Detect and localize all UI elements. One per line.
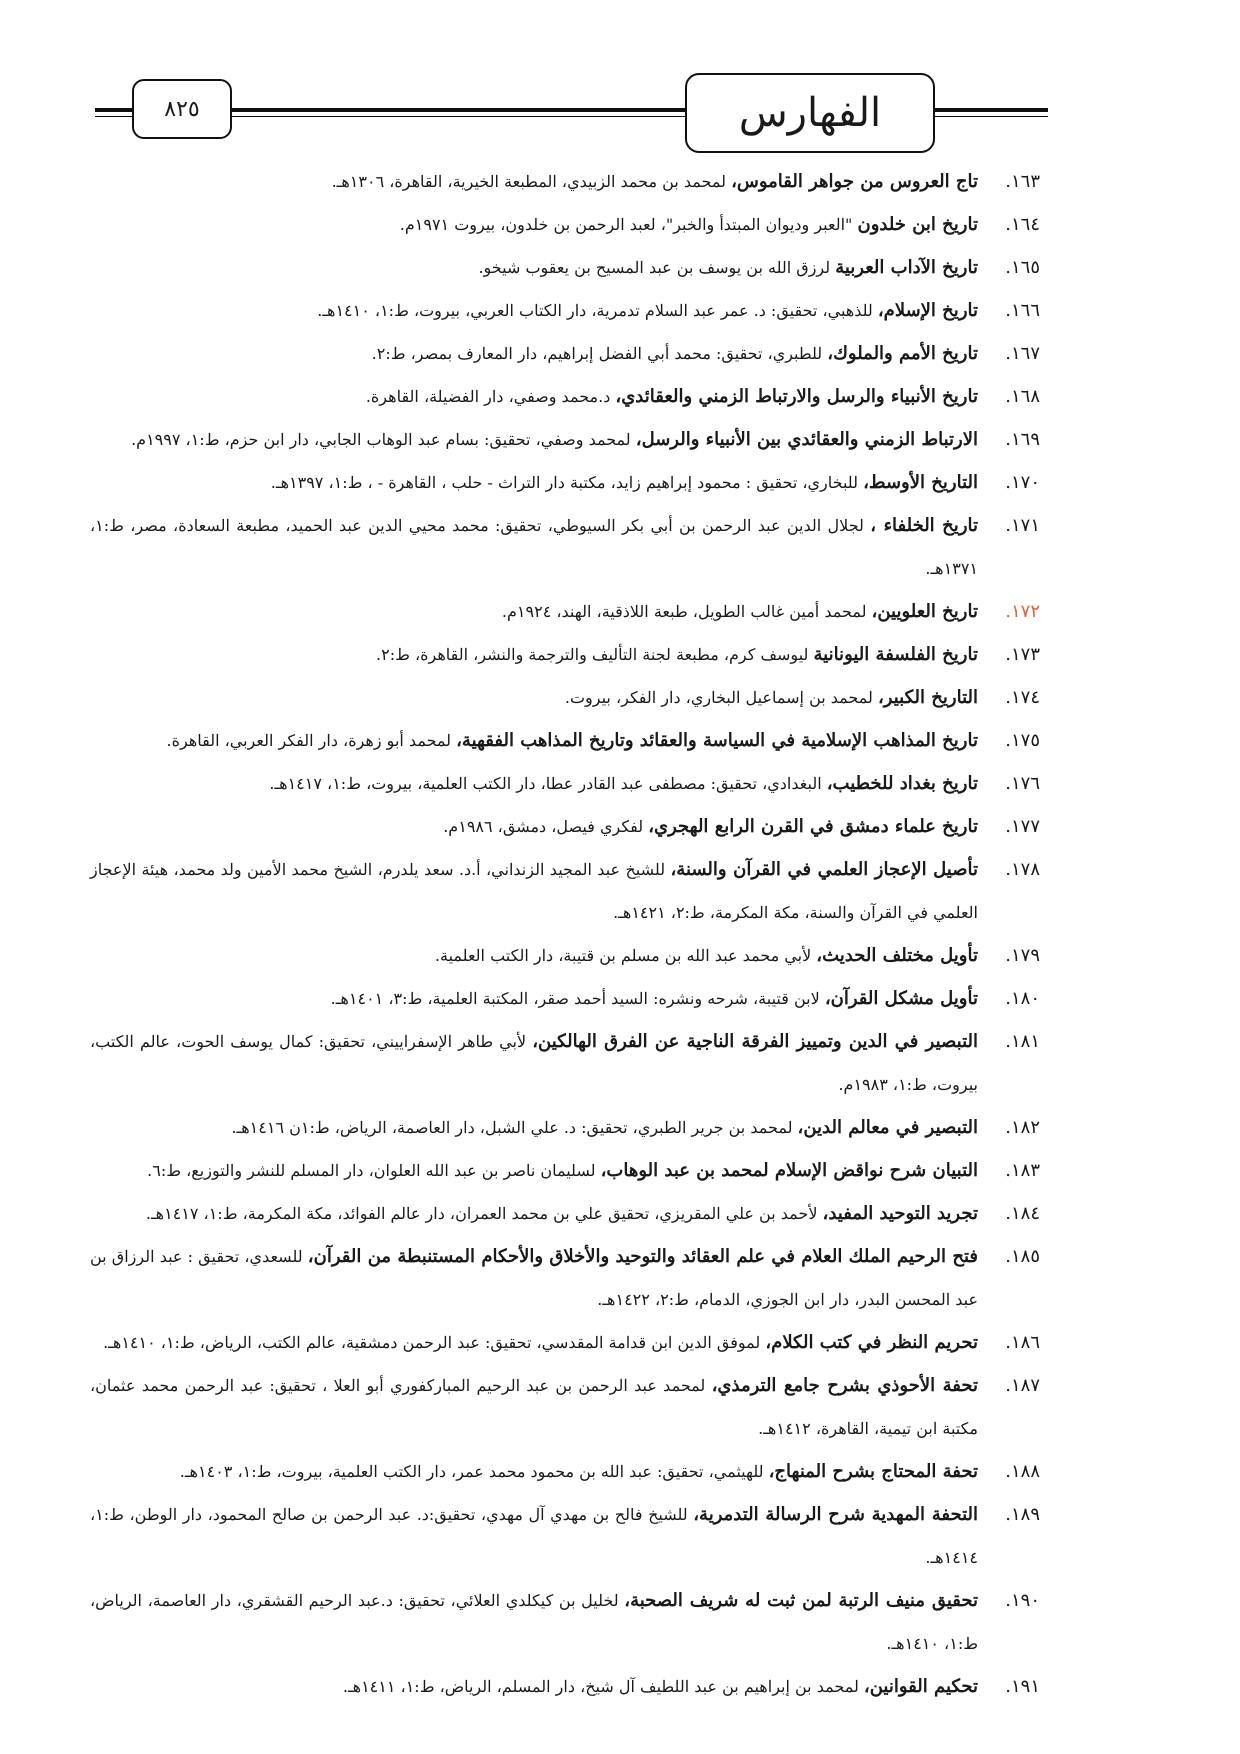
entry-title: تحفة الأحوذي بشرح جامع الترمذي، [711, 1375, 978, 1396]
entry-title: التاريخ الأوسط، [863, 472, 978, 493]
entry-title: تاريخ الآداب العربية [835, 257, 978, 278]
bibliography-entry [90, 461, 1040, 504]
header-rule-right-thin [928, 116, 1048, 117]
bibliography-entry [90, 289, 1040, 332]
bibliography-entry [90, 1106, 1040, 1149]
entry-number: ١٨٨. [1005, 1461, 1040, 1482]
entry-number: ١٨٣. [1005, 1160, 1040, 1181]
entry-details: لابن قتيبة، شرحه ونشره: السيد أحمد صقر، المكتبة العلمية، ط:٣، ١٤٠١هـ. [330, 989, 825, 1008]
entry-number: ١٨٤. [1005, 1203, 1040, 1224]
bibliography-entry [90, 762, 1040, 805]
entry-title: تحريم النظر في كتب الكلام، [765, 1332, 978, 1353]
entry-title: تاريخ الفلسفة اليونانية [813, 644, 978, 665]
entry-number: ١٦٥. [1005, 257, 1040, 278]
entry-title: تجريد التوحيد المفيد، [822, 1203, 978, 1224]
entry-title: تاريخ المذاهب الإسلامية في السياسة والعقائد وتاريخ المذاهب الفقهية، [456, 730, 978, 751]
entry-number: ١٧٨. [1005, 859, 1040, 880]
entry-number: ١٦٧. [1005, 343, 1040, 364]
entry-title: تاريخ ابن خلدون [857, 214, 978, 235]
header-rule-left-thick [95, 108, 132, 112]
entry-details: لمحمد عبد الرحمن بن عبد الرحيم المباركفوري أبو العلا ، تحقيق: عبد الرحمن محمد عثمان، مكتبة ابن تيمية، القاهرة، ١٤١٢هـ. [90, 1376, 978, 1438]
bibliography-entry [90, 203, 1040, 246]
entry-details: للشيخ فالح بن مهدي آل مهدي، تحقيق:د. عبد الرحمن بن صالح المحمود، دار الوطن، ط:١، ١٤١٤هـ. [90, 1505, 978, 1567]
header-rule-right-thick [928, 108, 1048, 112]
bibliography-entry [90, 1149, 1040, 1192]
bibliography-entry [90, 375, 1040, 418]
header-rule-left-thin [95, 116, 132, 117]
entry-title: فتح الرحيم الملك العلام في علم العقائد والتوحيد والأخلاق والأحكام المستنبطة من القرآن، [307, 1246, 978, 1267]
page-number: ٨٢٥ [164, 96, 200, 122]
entry-title: تحكيم القوانين، [863, 1676, 978, 1697]
entry-number: ١٨٩. [1005, 1504, 1040, 1525]
entry-details: لمحمد بن محمد الزبيدي، المطبعة الخيرية، القاهرة، ١٣٠٦هـ. [331, 172, 732, 191]
entry-number: ١٦٣. [1005, 171, 1040, 192]
entry-number: ١٦٦. [1005, 300, 1040, 321]
entry-number: ١٨٧. [1005, 1375, 1040, 1396]
bibliography-entry [90, 1579, 1040, 1665]
entry-title: تاريخ العلويين، [871, 601, 978, 622]
bibliography-entry [90, 805, 1040, 848]
entry-details: للسعدي، تحقيق : عبد الرزاق بن عبد المحسن البدر، دار ابن الجوزي، الدمام، ط:٢، ١٤٢٢هـ. [90, 1247, 978, 1309]
entry-title: تاريخ الخلفاء ، [870, 515, 979, 536]
entry-number: ١٨١. [1005, 1031, 1040, 1052]
entry-details: لمحمد أمين غالب الطويل، طبعة اللاذقية، الهند، ١٩٢٤م. [501, 602, 872, 621]
entry-details: للبخاري، تحقيق : محمود إبراهيم زايد، مكتبة دار التراث - حلب ، القاهرة - ، ط:١، ١٣٩٧هـ. [270, 473, 864, 492]
entry-title: تأويل مختلف الحديث، [816, 945, 978, 966]
entry-details: ليوسف كرم، مطبعة لجنة التأليف والترجمة والنشر، القاهرة، ط:٢. [376, 645, 814, 664]
bibliography-entry [90, 590, 1040, 633]
entry-number: ١٧١. [1005, 515, 1040, 536]
entry-details: لموفق الدين ابن قدامة المقدسي، تحقيق: عبد الرحمن دمشقية، عالم الكتب، الرياض، ط:١، ١٤١٠هـ. [103, 1333, 766, 1352]
entry-title: تأصيل الإعجاز العلمي في القرآن والسنة، [670, 859, 979, 880]
bibliography-entry [90, 332, 1040, 375]
entry-details: للذهبي، تحقيق: د. عمر عبد السلام تدمرية، دار الكتاب العربي، بيروت، ط:١، ١٤١٠هـ. [317, 301, 878, 320]
entry-details: لمحمد وصفي، تحقيق: بسام عبد الوهاب الجابي، دار ابن حزم، ط:١، ١٩٩٧م. [131, 430, 636, 449]
entry-title: تاريخ علماء دمشق في القرن الرابع الهجري، [648, 816, 978, 837]
entry-details: للطبري، تحقيق: محمد أبي الفضل إبراهيم، دار المعارف بمصر، ط:٢. [371, 344, 828, 363]
header-rule-thin [228, 116, 685, 117]
entry-details: لمحمد أبو زهرة، دار الفكر العربي، القاهرة. [166, 731, 457, 750]
bibliography-entry [90, 848, 1040, 934]
entry-details: لمحمد بن إسماعيل البخاري، دار الفكر، بيروت. [564, 688, 878, 707]
bibliography-entry [90, 977, 1040, 1020]
entry-title: التبيان شرح نواقض الإسلام لمحمد بن عبد الوهاب، [600, 1160, 978, 1181]
entry-title: تاج العروس من جواهر القاموس، [731, 171, 978, 192]
entry-details: لرزق الله بن يوسف بن عبد المسيح بن يعقوب شيخو. [478, 258, 836, 277]
entry-number: ١٨٢. [1005, 1117, 1040, 1138]
entry-details: لأبي طاهر الإسفراييني، تحقيق: كمال يوسف الحوت، عالم الكتب، بيروت، ط:١، ١٩٨٣م. [90, 1032, 978, 1094]
bibliography-entry [90, 1665, 1040, 1708]
bibliography-entry [90, 1364, 1040, 1450]
bibliography-entry [90, 1493, 1040, 1579]
entry-number: ١٧٠. [1005, 472, 1040, 493]
entry-title: تحقيق منيف الرتبة لمن ثبت له شريف الصحبة، [624, 1590, 978, 1611]
entry-number: ١٧٦. [1005, 773, 1040, 794]
entry-details: للشيخ عبد المجيد الزنداني، أ.د. سعد يلدرم، الشيخ محمد الأمين ولد محمد، هيئة الإعجاز العلمي في القرآن والسنة، مكة المكرمة، ط:٢، ١٤٢١هـ. [90, 860, 978, 922]
entry-number: ١٩١. [1005, 1676, 1040, 1697]
section-title: الفهارس [738, 90, 882, 136]
entry-number: ١٦٤. [1005, 214, 1040, 235]
entry-title: التبصير في معالم الدين، [797, 1117, 978, 1138]
entry-title: التحفة المهدية شرح الرسالة التدمرية، [693, 1504, 978, 1525]
entry-details: لسليمان ناصر بن عبد الله العلوان، دار المسلم للنشر والتوزيع، ط:٦. [147, 1161, 601, 1180]
entry-title: تاريخ الإسلام، [877, 300, 978, 321]
entry-number: ١٦٨. [1005, 386, 1040, 407]
entry-details: لأبي محمد عبد الله بن مسلم بن قتيبة، دار الكتب العلمية. [434, 946, 817, 965]
entry-details: البغدادي، تحقيق: مصطفى عبد القادر عطا، دار الكتب العلمية، بيروت، ط:١، ١٤١٧هـ. [269, 774, 827, 793]
entry-number: ١٧٥. [1005, 730, 1040, 751]
entry-number: ١٨٦. [1005, 1332, 1040, 1353]
header-rule-thick [228, 108, 685, 112]
bibliography-entry [90, 719, 1040, 762]
bibliography-entry [90, 934, 1040, 977]
entry-title: تاريخ بغداد للخطيب، [826, 773, 978, 794]
bibliography-entry [90, 1235, 1040, 1321]
entry-details: د.محمد وصفي، دار الفضيلة، القاهرة. [365, 387, 616, 406]
entry-title: تحفة المحتاج بشرح المنهاج، [768, 1461, 978, 1482]
entry-number: ١٧٤. [1005, 687, 1040, 708]
bibliography-entry [90, 160, 1040, 203]
entry-details: للهيثمي، تحقيق: عبد الله بن محمود محمد عمر، دار الكتب العلمية، بيروت، ط:١، ١٤٠٣هـ. [179, 1462, 769, 1481]
entry-number: ١٨٥. [1005, 1246, 1040, 1267]
entry-details: "العبر وديوان المبتدأ والخبر"، لعبد الرحمن بن خلدون، بيروت ١٩٧١م. [399, 215, 858, 234]
entry-title: الارتباط الزمني والعقائدي بين الأنبياء والرسل، [635, 429, 978, 450]
entry-title: تاريخ الأنبياء والرسل والارتباط الزمني والعقائدي، [615, 386, 978, 407]
bibliography-entry [90, 1020, 1040, 1106]
entry-number: ١٧٧. [1005, 816, 1040, 837]
entry-number: ١٩٠. [1005, 1590, 1040, 1611]
section-title-box [685, 73, 935, 153]
entry-title: التبصير في الدين وتمييز الفرقة الناجية عن الفرق الهالكين، [532, 1031, 978, 1052]
entry-number: ١٧٩. [1005, 945, 1040, 966]
bibliography-entry [90, 633, 1040, 676]
bibliography-entry [90, 1450, 1040, 1493]
entry-details: لمحمد بن جرير الطبري، تحقيق: د. علي الشبل، دار العاصمة، الرياض، ط:١ن ١٤١٦هـ. [231, 1118, 798, 1137]
entry-number: ١٧٢. [1005, 601, 1040, 622]
entry-details: لجلال الدين عبد الرحمن بن أبي بكر السيوطي، تحقيق: محمد محيي الدين عبد الحميد، مطبعة السعادة، مصر، ط:١، ١٣٧١هـ. [90, 516, 978, 578]
bibliography-entry [90, 676, 1040, 719]
entry-number: ١٦٩. [1005, 429, 1040, 450]
bibliography-entry [90, 504, 1040, 590]
entry-number: ١٧٣. [1005, 644, 1040, 665]
bibliography-entry [90, 1192, 1040, 1235]
entry-details: لمحمد بن إبراهيم بن عبد اللطيف آل شيخ، دار المسلم، الرياض، ط:١، ١٤١١هـ. [342, 1677, 864, 1696]
bibliography-entry [90, 1321, 1040, 1364]
entry-title: تاريخ الأمم والملوك، [827, 343, 978, 364]
entry-details: لفكري فيصل، دمشق، ١٩٨٦م. [443, 817, 649, 836]
bibliography-entry [90, 418, 1040, 461]
entry-number: ١٨٠. [1005, 988, 1040, 1009]
page-number-box [132, 79, 232, 139]
entry-title: تأويل مشكل القرآن، [824, 988, 978, 1009]
entry-details: لخليل بن كيكلدي العلائي، تحقيق: د.عبد الرحيم القشقري، دار العاصمة، الرياض، ط:١، ١٤١٠هـ. [90, 1591, 978, 1653]
bibliography-entry [90, 246, 1040, 289]
bibliography-list [90, 160, 1040, 1708]
entry-details: لأحمد بن علي المقريزي، تحقيق علي بن محمد العمران، دار عالم الفوائد، مكة المكرمة، ط:١، ١٤١٧هـ. [145, 1204, 823, 1223]
entry-title: التاريخ الكبير، [877, 687, 978, 708]
